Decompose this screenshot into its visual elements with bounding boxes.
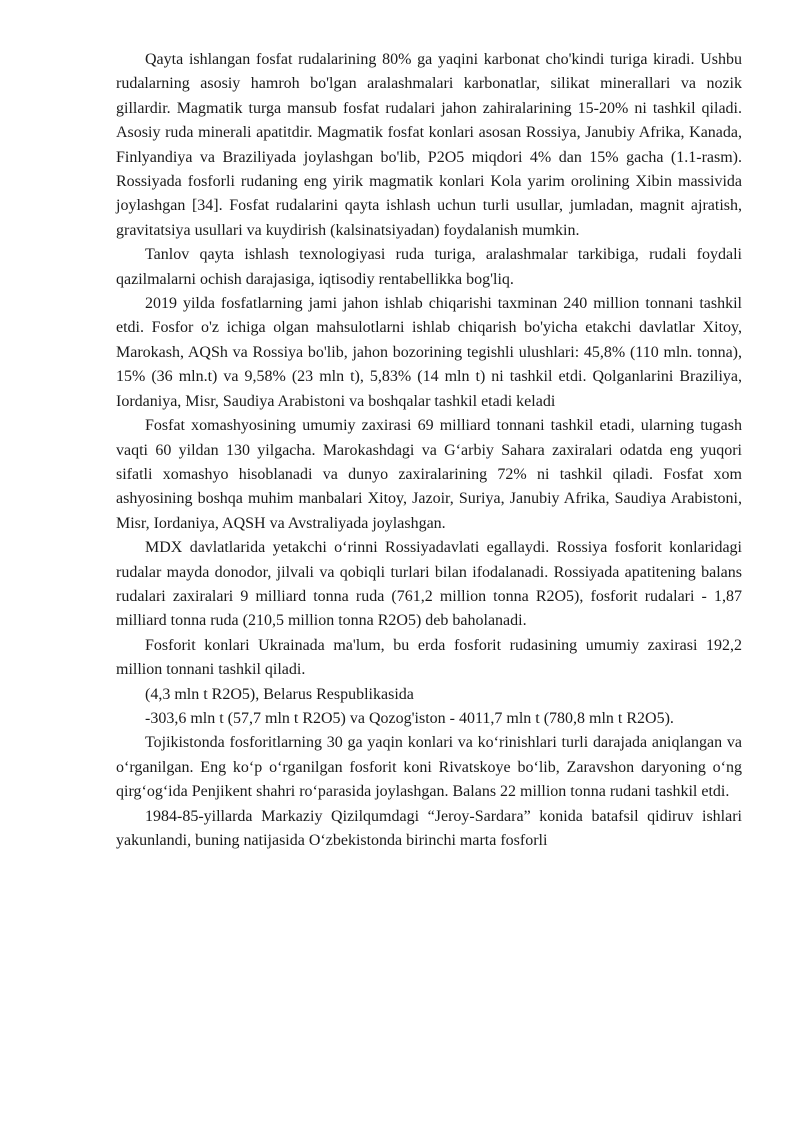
paragraph-phosphate-ore-types: Qayta ishlangan fosfat rudalarining 80% ga yaqini karbonat cho'kindi turiga kiradi. Ushbu rudalarning asosiy hamroh bo'lgan aralashmalari karbonatlar, silikat minerallari va nozik gillardir. Magmatik turga mansub fosfat rudalari jahon zahiralarining 15-20% ni tashkil qiladi. Asosiy ruda minerali apatitdir. Magmatik fosfat konlari asosan Rossiya, Janubiy Afrika, Kanada, Finlyandiya va Braziliyada joylashgan bo'lib, P2O5 miqdori 4% dan 15% gacha (1.1-rasm). Rossiyada fosforli rudaning eng yirik magmatik konlari Kola yarim orolining Xibin massivida joylashgan [34]. Fosfat rudalarini qayta ishlash uchun turli usullar, jumladan, magnit ajratish, gravitatsiya usullari va kuydirish (kalsinatsiyadan) foydalanish mumkin. bbox=[116, 51, 742, 239]
paragraph-kazakhstan: -303,6 mln t (57,7 mln t R2O5) va Qozog'iston - 4011,7 mln t (780,8 mln t R2O5). bbox=[145, 709, 674, 727]
document-page bbox=[116, 48, 742, 853]
paragraph-processing-technology: Tanlov qayta ishlash texnologiyasi ruda turiga, aralashmalar tarkibiga, rudali foydali qazilmalarni ochish darajasiga, iqtisodiy rentabellikka bog'liq. bbox=[116, 246, 742, 288]
paragraph-world-reserves: Fosfat xomashyosining umumiy zaxirasi 69 milliard tonnani tashkil etadi, ularning tugash vaqti 60 yildan 130 yilgacha. Marokashdagi va G‘arbiy Sahara zaxiralari odatda eng yuqori sifatli xomashyo hisoblanadi va dunyo zaxiralarining 72% ni tashkil qiladi. Fosfat xom ashyosining boshqa muhim manbalari Xitoy, Jazoir, Suriya, Janubiy Afrika, Saudiya Arabistoni, Misr, Iordaniya, AQSH va Avstraliyada joylashgan. bbox=[116, 417, 742, 532]
paragraph-tajikistan: Tojikistonda fosforitlarning 30 ga yaqin konlari va ko‘rinishlari turli darajada aniqlangan va o‘rganilgan. Eng ko‘p o‘rganilgan fosforit koni Rivatskoye bo‘lib, Zaravshon daryoning o‘ng qirg‘og‘ida Penjikent shahri ro‘parasida joylashgan. Balans 22 million tonna rudani tashkil etdi. bbox=[116, 734, 742, 801]
paragraph-world-production-2019: 2019 yilda fosfatlarning jami jahon ishlab chiqarishi taxminan 240 million tonnani tashkil etdi. Fosfor o'z ichiga olgan mahsulotlarni ishlab chiqarish bo'yicha etakchi davlatlar Xitoy, Marokash, AQSh va Rossiya bo'lib, jahon bozorining tegishli ulushlari: 45,8% (110 mln. tonna), 15% (36 mln.t) va 9,58% (23 mln t), 5,83% (14 mln t) ni tashkil etdi. Qolganlarini Braziliya, Iordaniya, Misr, Saudiya Arabistoni va boshqalar tashkil etadi keladi bbox=[116, 295, 742, 410]
paragraph-ukraine: Fosforit konlari Ukrainada ma'lum, bu erda fosforit rudasining umumiy zaxirasi 192,2 million tonnani tashkil qiladi. bbox=[116, 636, 742, 679]
paragraph-cis-russia: MDX davlatlarida yetakchi o‘rinni Rossiyadavlati egallaydi. Rossiya fosforit konlaridagi rudalar mayda donodor, jilvali va qobiqli turlari bilan ifodalanadi. Rossiyada apatitening balans rudalari zaxiralari 9 milliard tonna ruda (761,2 million tonna R2O5), fosforit rudalari - 1,87 milliard tonna ruda (210,5 million tonna R2O5) deb baholanadi. bbox=[116, 539, 742, 630]
paragraph-belarus: (4,3 mln t R2O5), Belarus Respublikasida bbox=[145, 685, 414, 703]
paragraph-uzbekistan-jeroy-sardara: 1984-85-yillarda Markaziy Qizilqumdagi “Jeroy-Sardara” konida batafsil qidiruv ishlari yakunlandi, buning natijasida O‘zbekistonda birinchi marta fosforli bbox=[116, 807, 742, 849]
